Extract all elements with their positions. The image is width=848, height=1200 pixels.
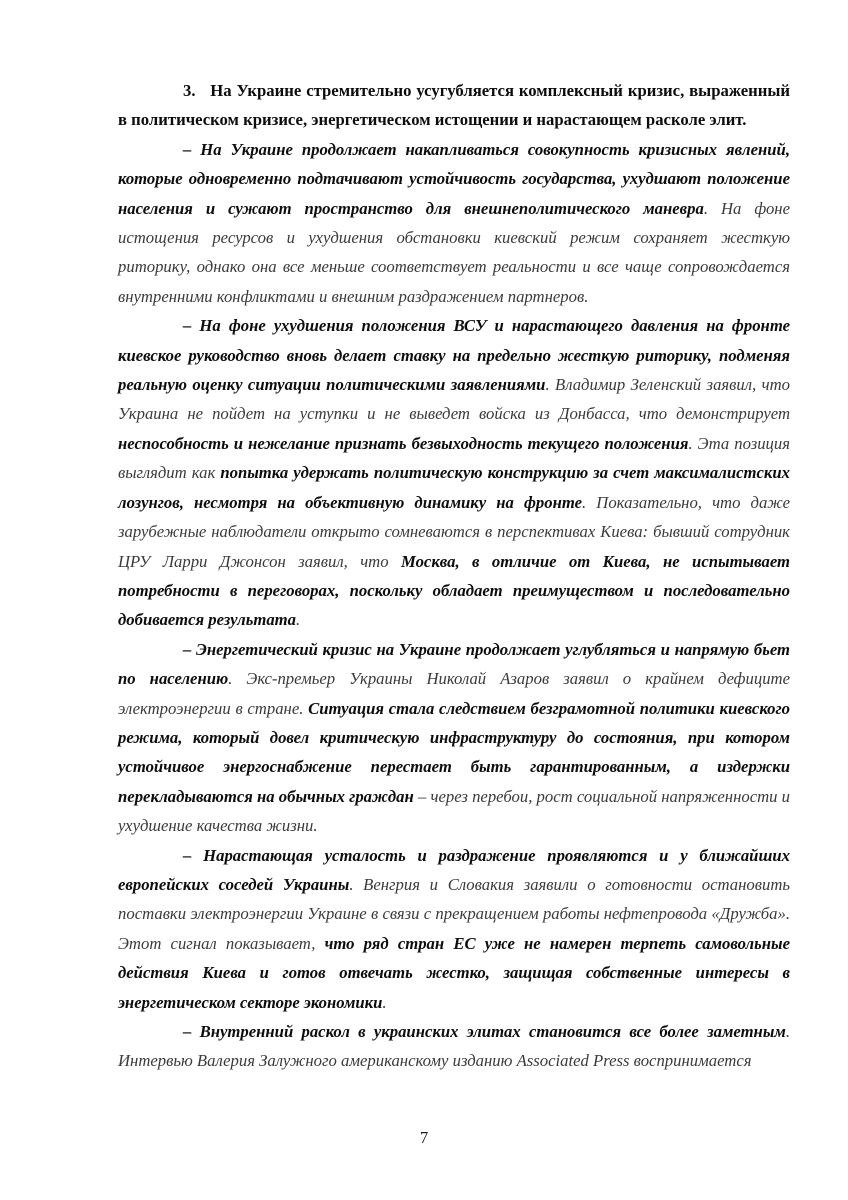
- page-number: 7: [419, 1128, 429, 1147]
- emphasis-text: – На Украине продолжает накапливаться совокупность кризисных явлений, которые одновременно подтачивают устойчивость государства, ухудшают положение населения и сужают пространство для внешнеполитического маневра: [118, 139, 790, 218]
- emphasis-text: Ситуация стала следствием безграмотной политики киевского режима, который довел критическую инфраструктуру до состояния, при котором устойчивое энергоснабжение перестает быть гарантированным, а издержки перекладываются на обычных граждан: [118, 698, 790, 806]
- paragraph-4: [118, 841, 790, 1017]
- paragraph-3: [118, 635, 790, 841]
- emphasis-text: – Внутренний раскол в украинских элитах становится все более заметным: [183, 1022, 786, 1041]
- emphasis-text: попытка удержать политическую конструкцию за счет максималистских лозунгов, несмотря на объективную динамику на фронте: [118, 463, 790, 512]
- document-page: [118, 76, 790, 1076]
- emphasis-text: неспособность и нежелание признать безвыходность текущего положения: [118, 433, 689, 453]
- paragraph-5: [118, 1017, 790, 1076]
- body-text: . Эта позиция выглядит как: [118, 433, 790, 483]
- section-heading-text: На Украине стремительно усугубляется комплексный кризис, выраженный в политическом кризисе, энергетическом истощении и нарастающем расколе элит.: [118, 81, 790, 130]
- paragraph-2: [118, 311, 790, 634]
- emphasis-text: – Нарастающая усталость и раздражение проявляются и у ближайших европейских соседей Украины: [118, 845, 790, 894]
- body-text: . Интервью Валерия Залужного американскому изданию Associated Press воспринимается: [118, 1022, 790, 1071]
- body-text: . Показательно, что даже зарубежные наблюдатели открыто сомневаются в перспективах Киева: бывший сотрудник ЦРУ Ларри Джонсон заявил, что: [118, 492, 790, 571]
- section-heading: [118, 76, 790, 135]
- body-text: . Экс-премьер Украины Николай Азаров заявил о крайнем дефиците электроэнергии в стране.: [118, 669, 790, 718]
- emphasis-text: что ряд стран ЕС уже не намерен терпеть самовольные действия Киева и готов отвечать жестко, защищая собственные интересы в энергетическом секторе экономики: [118, 933, 790, 1012]
- body-text: .: [382, 992, 387, 1012]
- body-text: .: [295, 610, 301, 630]
- body-text: – через перебои, рост социальной напряженности и ухудшение качества жизни.: [118, 786, 791, 836]
- emphasis-text: – На фоне ухудшения положения ВСУ и нарастающего давления на фронте киевское руководство вновь делает ставку на предельно жесткую риторику, подменяя реальную оценку ситуации политическими заявлениями: [118, 316, 790, 395]
- section-number: 3.: [183, 81, 196, 100]
- emphasis-text: – Энергетический кризис на Украине продолжает углубляться и напрямую бьет по населению: [118, 639, 790, 689]
- body-text: . Венгрия и Словакия заявили о готовности остановить поставки электроэнергии Украине в связи с прекращением работы нефтепровода «Дружба». Этот сигнал показывает,: [118, 874, 791, 953]
- body-text: . Владимир Зеленский заявил, что Украина не пойдет на уступки и не выведет войска из Донбасса, что демонстрирует: [118, 375, 790, 424]
- emphasis-text: Москва, в отличие от Киева, не испытывает потребности в переговорах, поскольку обладает преимуществом и последовательно добивается результата: [118, 551, 790, 630]
- paragraph-1: [118, 135, 790, 311]
- body-text: . На фоне истощения ресурсов и ухудшения обстановки киевский режим сохраняет жесткую риторику, однако она все меньше соответствует реальности и все чаще сопровождается внутренними конфликтами и внешним раздражением партнеров.: [118, 198, 790, 306]
